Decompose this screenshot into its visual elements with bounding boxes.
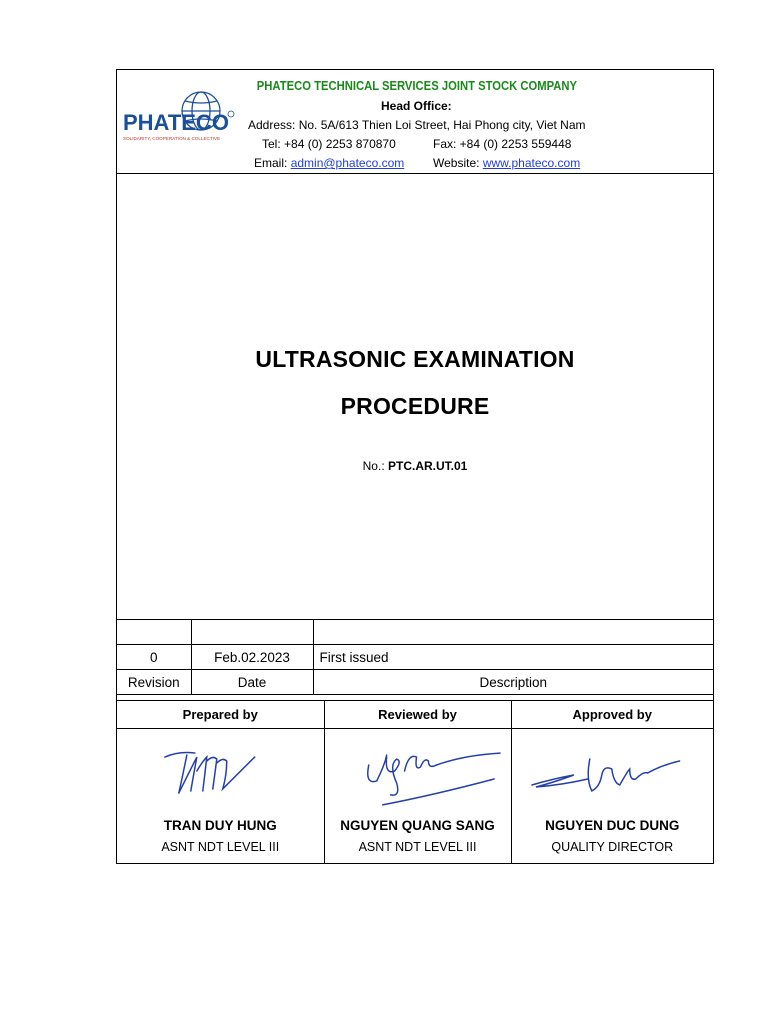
reviewer-name: NGUYEN QUANG SANG (340, 818, 495, 833)
email-label: Email: (254, 156, 291, 170)
logo-tagline: SOLIDARITY, COOPERATION & COLLECTIVE (123, 136, 221, 141)
email-link[interactable]: admin@phateco.com (290, 156, 405, 170)
revision-header: Revision (117, 670, 191, 695)
prepared-by-header: Prepared by (117, 701, 324, 729)
letterhead (117, 70, 713, 174)
document-number-label: No.: (362, 459, 388, 473)
reviewed-by-cell (324, 729, 511, 863)
reviewed-by-header: Reviewed by (324, 701, 511, 729)
telephone: Tel: +84 (0) 2253 870870 (262, 137, 396, 151)
approved-by-cell (511, 729, 713, 863)
approved-by-header: Approved by (511, 701, 713, 729)
date-header: Date (191, 670, 313, 695)
head-office-label: Head Office: (381, 99, 452, 113)
revision-table (117, 619, 713, 695)
fax: Fax: +84 (0) 2253 559448 (433, 137, 572, 151)
approver-role: QUALITY DIRECTOR (551, 840, 674, 854)
signature-table (117, 700, 713, 863)
signature-image-preparer (117, 735, 324, 815)
table-row (117, 620, 713, 645)
document-title-line2: PROCEDURE (340, 393, 490, 419)
preparer-name: TRAN DUY HUNG (163, 818, 277, 833)
website-link[interactable]: www.phateco.com (482, 156, 581, 170)
approver-name: NGUYEN DUC DUNG (545, 818, 680, 833)
phateco-logo (121, 90, 237, 150)
document-title-line1: ULTRASONIC EXAMINATION (255, 346, 575, 372)
document-frame (116, 69, 714, 864)
signature-image-approver (512, 735, 714, 815)
table-header-row (117, 670, 713, 695)
signature-row (117, 729, 713, 863)
reviewer-role: ASNT NDT LEVEL III (358, 840, 477, 854)
email-line (254, 156, 404, 170)
company-name: PHATECO TECHNICAL SERVICES JOINT STOCK COMPANY (256, 79, 578, 93)
table-row (117, 645, 713, 670)
description-cell: First issued (313, 645, 713, 670)
prepared-by-cell (117, 729, 324, 863)
preparer-role: ASNT NDT LEVEL III (161, 840, 280, 854)
description-header: Description (313, 670, 713, 695)
website-line (433, 156, 580, 170)
website-label: Website: (433, 156, 483, 170)
date-cell: Feb.02.2023 (191, 645, 313, 670)
date-cell (191, 620, 313, 645)
address: Address: No. 5A/613 Thien Loi Street, Hai Phong city, Viet Nam (248, 118, 586, 132)
signature-image-reviewer (325, 735, 511, 815)
revision-cell (117, 620, 191, 645)
signature-header-row (117, 701, 713, 729)
description-cell (313, 620, 713, 645)
revision-cell: 0 (117, 645, 191, 670)
logo-text: PHATECO (123, 110, 229, 135)
document-number-value: PTC.AR.UT.01 (387, 459, 468, 473)
document-number (117, 459, 713, 473)
